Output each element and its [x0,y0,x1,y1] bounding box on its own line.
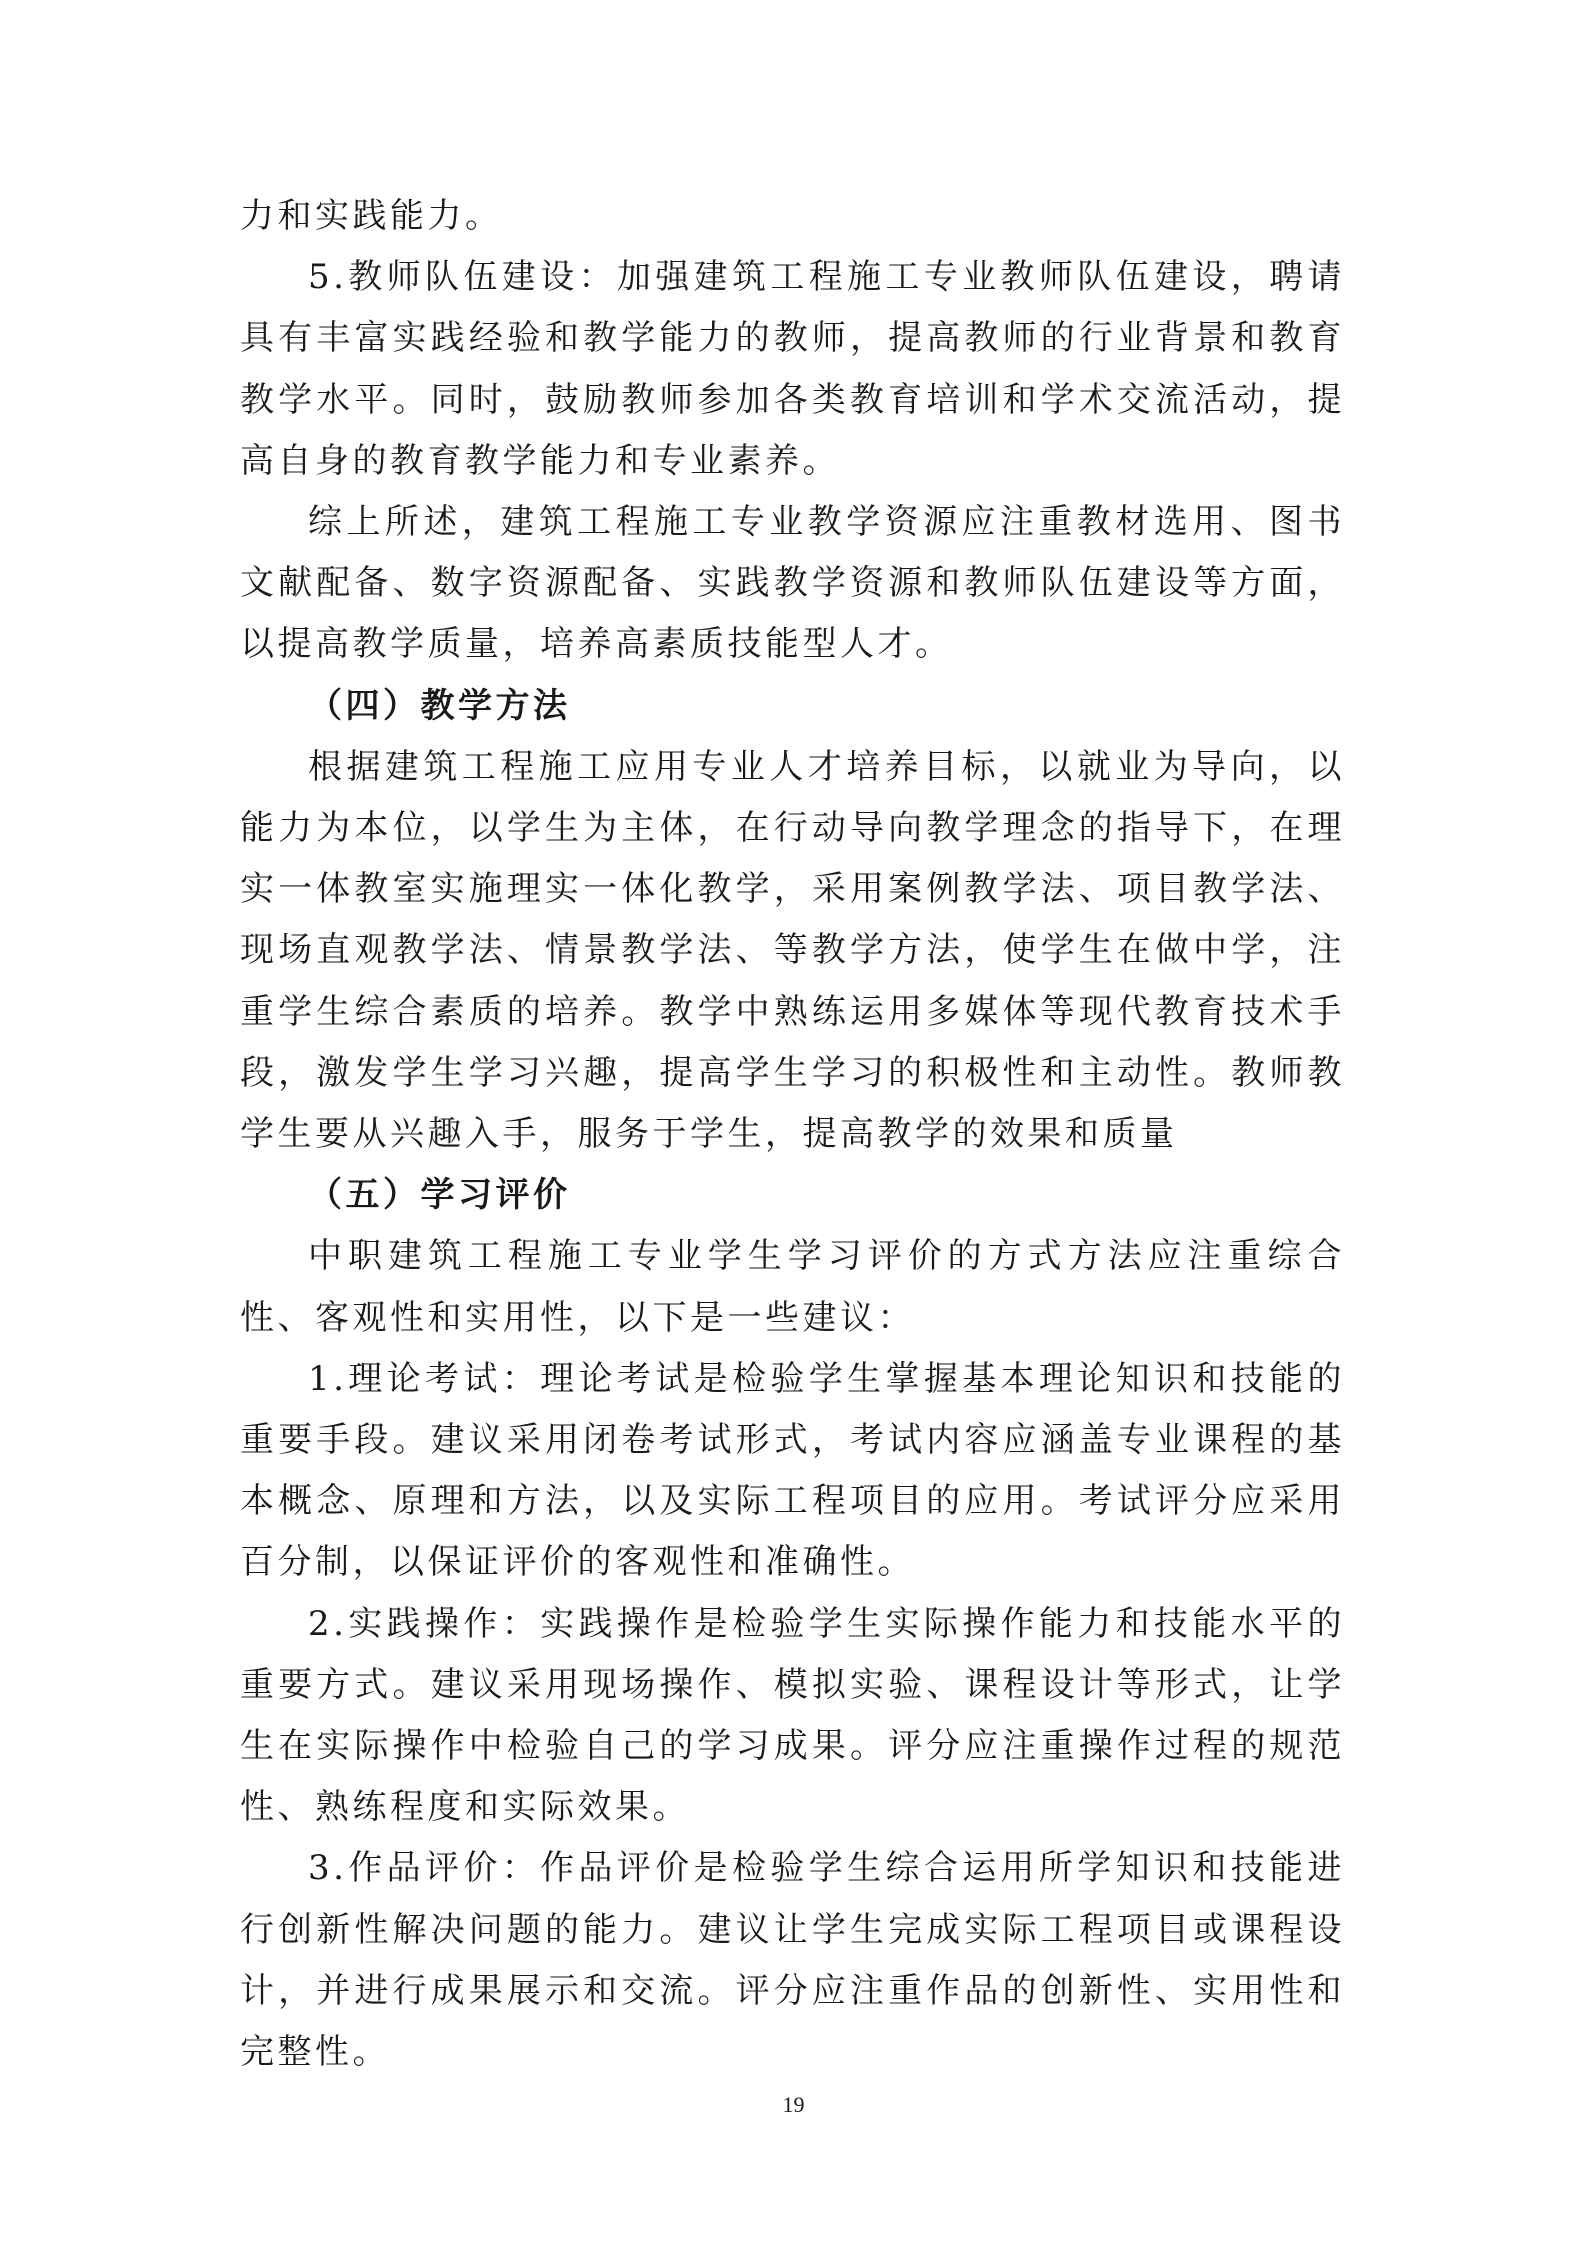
continued-paragraph: 力和实践能力。 [240,196,503,236]
body-paragraph: 3.作品评价：作品评价是检验学生综合运用所学知识和技能进行创新性解决问题的能力。建议让学生完成实际工程项目或课程设计，并进行成果展示和交流。评分应注重作品的创新性、实用性和完整性。 [240,1848,1345,2073]
body-paragraph: 中职建筑工程施工专业学生学习评价的方式方法应注重综合性、客观性和实用性，以下是一些建议： [240,1236,1345,1338]
page-number: 19 [782,2092,805,2117]
section-heading: （四）教学方法 [308,685,571,726]
body-paragraph: 1.理论考试：理论考试是检验学生掌握基本理论知识和技能的重要手段。建议采用闭卷考试形式，考试内容应涵盖专业课程的基本概念、原理和方法，以及实际工程项目的应用。考试评分应采用百分制，以保证评价的客观性和准确性。 [240,1358,1345,1583]
body-paragraph: 根据建筑工程施工应用专业人才培养目标，以就业为导向，以能力为本位，以学生为主体，在行动导向教学理念的指导下，在理实一体教室实施理实一体化教学，采用案例教学法、项目教学法、现场直观教学法、情景教学法、等教学方法，使学生在做中学，注重学生综合素质的培养。教学中熟练运用多媒体等现代教育技术手段，激发学生学习兴趣，提高学生学习的积极性和主动性。教师教学生要从兴趣入手，服务于学生，提高教学的效果和质量 [240,746,1345,1155]
body-paragraph: 2.实践操作：实践操作是检验学生实际操作能力和技能水平的重要方式。建议采用现场操作、模拟实验、课程设计等形式，让学生在实际操作中检验自己的学习成果。评分应注重操作过程的规范性、熟练程度和实际效果。 [240,1603,1345,1828]
body-paragraph: 综上所述，建筑工程施工专业教学资源应注重教材选用、图书文献配备、数字资源配备、实践教学资源和教师队伍建设等方面，以提高教学质量，培养高素质技能型人才。 [240,502,1345,665]
body-paragraph: 5.教师队伍建设：加强建筑工程施工专业教师队伍建设，聘请具有丰富实践经验和教学能力的教师，提高教师的行业背景和教育教学水平。同时，鼓励教师参加各类教育培训和学术交流活动，提高自身的教育教学能力和专业素养。 [240,257,1345,481]
section-heading: （五）学习评价 [308,1175,571,1216]
document-body [240,186,1345,2083]
